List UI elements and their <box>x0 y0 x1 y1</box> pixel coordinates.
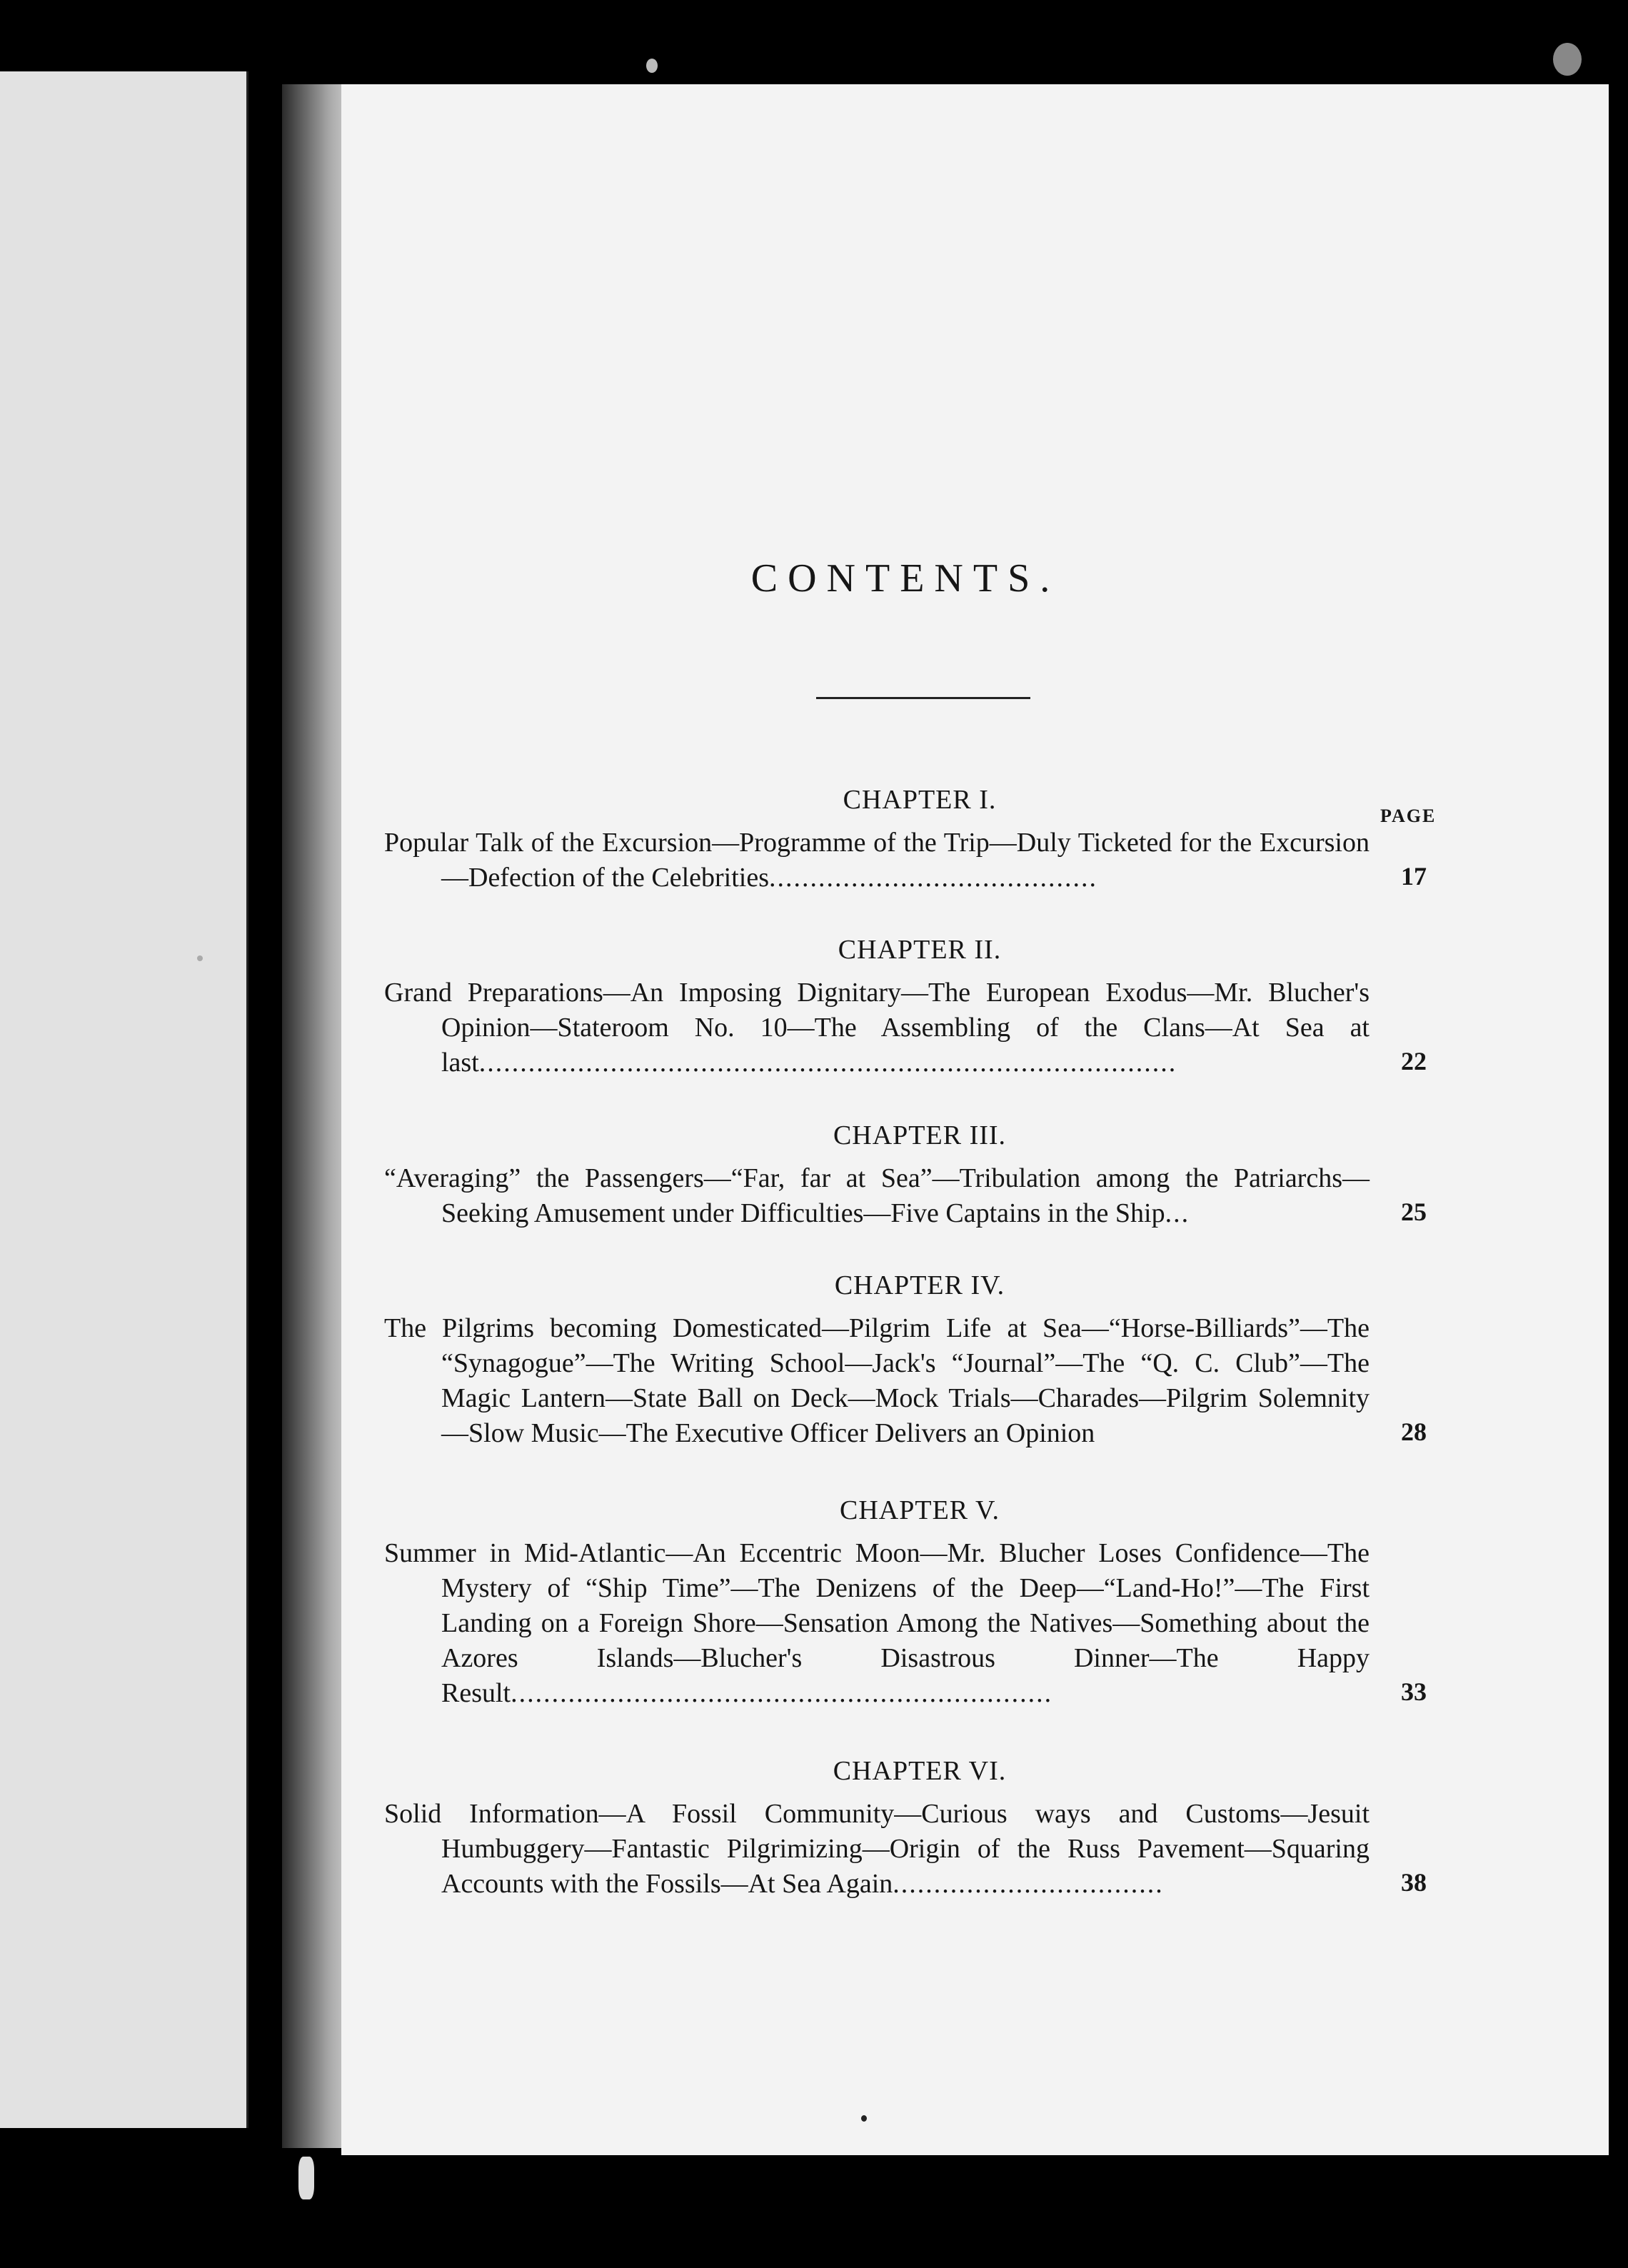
toc-entry <box>384 1797 1427 1902</box>
chapter-entry-6 <box>384 1755 1427 1902</box>
toc-entry <box>384 1161 1427 1231</box>
toc-entry <box>384 975 1427 1080</box>
page-number: 22 <box>1401 1047 1427 1075</box>
chapter-entry-3 <box>384 1120 1427 1231</box>
page-column-label: PAGE <box>1380 806 1437 826</box>
chapter-entry-1 <box>384 784 1427 895</box>
chapter-heading: CHAPTER III. <box>833 1120 1007 1150</box>
scan-speck <box>197 955 203 961</box>
page-number: 17 <box>1401 862 1427 890</box>
chapter-heading: CHAPTER I. <box>843 785 997 815</box>
chapter-heading: CHAPTER IV. <box>834 1270 1005 1300</box>
chapter-heading: CHAPTER V. <box>840 1495 1000 1525</box>
chapter-summary: Popular Talk of the Excursion—Programme of the Trip—Duly Ticketed for the Excursion—Defection of the Celebrities........................................ <box>384 828 1370 893</box>
chapter-summary: Summer in Mid-Atlantic—An Eccentric Moon—Mr. Blucher Loses Confidence—The Mystery of “Ship Time”—The Denizens of the Deep—“Land-Ho!”—The First Landing on a Foreign Shore—Sensation Among the Natives—Something about the Azores Islands—Blucher's Disastrous Dinner—The Happy Result.................................................................. <box>384 1538 1370 1708</box>
chapter-summary: Solid Information—A Fossil Community—Curious ways and Customs—Jesuit Humbuggery—Fantastic Pilgrimizing—Origin of the Russ Pavement—Squaring Accounts with the Fossils—At Sea Again................................. <box>384 1799 1370 1899</box>
chapter-heading: CHAPTER VI. <box>833 1756 1007 1786</box>
chapter-heading: CHAPTER II. <box>838 935 1002 965</box>
scan-speck <box>861 2115 867 2122</box>
page-number: 38 <box>1401 1868 1427 1897</box>
toc-entry <box>384 1536 1427 1711</box>
title-rule <box>816 697 1030 699</box>
chapter-entry-4 <box>384 1270 1427 1451</box>
scan-speck <box>298 2157 314 2199</box>
chapter-entry-2 <box>384 934 1427 1080</box>
toc-entry <box>384 1311 1427 1451</box>
chapter-entry-5 <box>384 1495 1427 1711</box>
contents-page <box>341 84 1609 2155</box>
page-title: CONTENTS. <box>750 556 1060 601</box>
chapter-summary: “Averaging” the Passengers—“Far, far at Sea”—Tribulation among the Patriarchs—Seeking Amusement under Difficulties—Five Captains in the Ship... <box>384 1163 1370 1228</box>
chapter-summary: The Pilgrims becoming Domesticated—Pilgrim Life at Sea—“Horse-Billiards”—The “Synagogue”—The Writing School—Jack's “Journal”—The “Q. C. Club”—The Magic Lantern—State Ball on Deck—Mock Trials—Charades—Pilgrim Solemnity—Slow Music—The Executive Officer Delivers an Opinion <box>384 1313 1370 1448</box>
scan-speck <box>646 59 658 73</box>
facing-page <box>0 71 248 2128</box>
page-number: 33 <box>1401 1677 1427 1706</box>
chapter-summary: Grand Preparations—An Imposing Dignitary—The European Exodus—Mr. Blucher's Opinion—Stateroom No. 10—The Assembling of the Clans—At Sea at last..................................................................................... <box>384 978 1370 1078</box>
scan-speck <box>1553 43 1582 76</box>
page-number: 25 <box>1401 1198 1427 1226</box>
toc-entry <box>384 826 1427 895</box>
page-number: 28 <box>1401 1418 1427 1446</box>
